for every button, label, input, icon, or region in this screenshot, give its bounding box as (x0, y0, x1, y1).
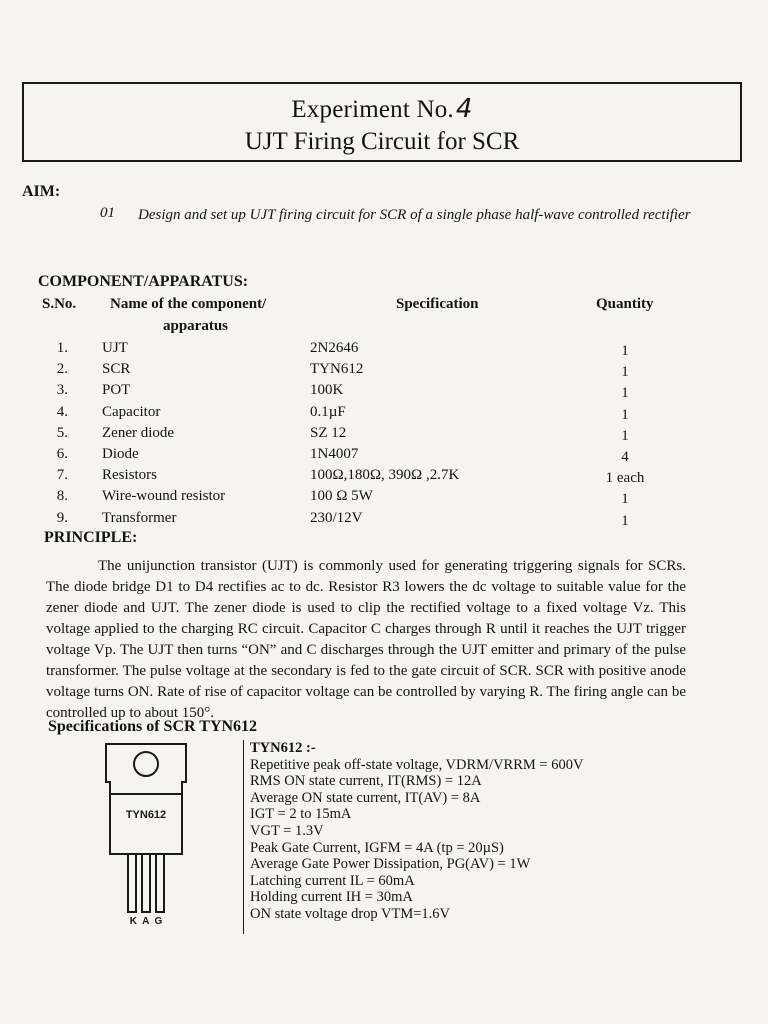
spec-list (250, 740, 583, 923)
row-qty: 1 (621, 343, 629, 359)
lead-g (156, 854, 164, 912)
spec-line-vtm: ON state voltage drop VTM=1.6V (250, 905, 451, 922)
lead-k (128, 854, 136, 912)
row-sno: 9. (56, 509, 68, 526)
package-body (110, 794, 182, 854)
row-sno: 7. (56, 467, 68, 484)
row-name: Zener diode (102, 424, 175, 441)
experiment-title: UJT Firing Circuit for SCR (244, 128, 520, 155)
row-sno: 5. (56, 424, 68, 441)
row-spec: TYN612 (310, 361, 364, 378)
row-spec: 100K (310, 382, 344, 399)
row-spec: SZ 12 (310, 424, 347, 441)
row-name: Transformer (102, 509, 177, 526)
mounting-hole (134, 752, 158, 776)
row-name: Wire-wound resistor (102, 488, 226, 505)
col-spec-header: Specification (396, 296, 479, 312)
title-box (22, 82, 742, 162)
row-qty: 1 (621, 364, 629, 381)
row-sno: 2. (56, 361, 68, 378)
row-spec: 0.1µF (310, 403, 346, 420)
principle-heading: PRINCIPLE: (44, 529, 138, 546)
spec-line-igt: IGT = 2 to 15mA (250, 806, 352, 823)
spec-line-pgav: Average Gate Power Dissipation, PG(AV) = 1W (250, 856, 531, 873)
row-name: Capacitor (102, 403, 161, 420)
row-spec: 1N4007 (310, 446, 359, 462)
spec-title: TYN612 :- (250, 740, 316, 756)
row-sno: 6. (56, 446, 68, 462)
row-qty: 1 (621, 491, 629, 508)
row-sno: 8. (56, 488, 68, 505)
principle-body: The unijunction transistor (UJT) is commonly used for generating triggering signals for SCRs. The diode bridge D1 to D4 rectifies ac to dc. Resistor R3 lowers the dc voltage to suitable value for the zener diode and UJT. The zener diode is used to clip the rectified voltage to a fixed voltage Vz. This voltage applied to the charging RC circuit. Capacitor C charges through R until it reaches the UJT trigger voltage Vp. The UJT then turns “ON” and C discharges through the UJT emitter and primary of the pulse transformer. The pulse voltage at the secondary is fed to the gate circuit of SCR. SCR with positive anode voltage turns ON. Rate of rise of capacitor voltage can be controlled by varying R. The firing angle can be controlled up to about 150°. (46, 558, 686, 721)
row-name: UJT (102, 340, 128, 356)
spec-line-ih: Holding current IH = 30mA (250, 889, 413, 906)
col-qty-header: Quantity (596, 296, 654, 312)
pin-labels: K A G (129, 916, 163, 927)
row-qty: 1 (621, 406, 629, 423)
aim-text: Design and set up UJT firing circuit for SCR of a single phase half-wave controlled rectifier (138, 207, 691, 223)
spec-line-it-rms: RMS ON state current, IT(RMS) = 12A (250, 773, 482, 790)
col-sno-header: S.No. (42, 296, 77, 312)
row-qty: 1 (621, 512, 629, 529)
spec-line-vgt: VGT = 1.3V (250, 822, 324, 839)
row-qty: 1 (621, 385, 629, 402)
row-name: Resistors (102, 467, 158, 484)
col-name-header-line1: Name of the component/ (110, 296, 267, 312)
row-name: POT (102, 382, 131, 399)
aim-number: 01 (100, 205, 115, 221)
experiment-number-line (24, 94, 740, 124)
spec-line-il: Latching current IL = 60mA (250, 872, 415, 889)
package-label: TYN612 (125, 809, 167, 821)
experiment-number: 4 (455, 94, 473, 124)
row-spec: 2N2646 (310, 340, 359, 356)
scr-package-drawing (100, 742, 192, 928)
row-spec: 230/12V (310, 509, 363, 526)
row-qty: 1 each (605, 470, 645, 487)
row-sno: 1. (56, 340, 68, 356)
col-name-header-line2: apparatus (163, 318, 229, 334)
lead-a (142, 854, 150, 912)
row-sno: 3. (56, 382, 68, 399)
aim-heading: AIM: (22, 183, 61, 200)
spec-heading: Specifications of SCR TYN612 (48, 718, 258, 735)
row-sno: 4. (56, 403, 68, 420)
spec-line-vdrm: Repetitive peak off-state voltage, VDRM/VRRM = 600V (250, 756, 584, 773)
row-qty: 4 (621, 449, 629, 465)
row-name: Diode (102, 446, 139, 462)
row-spec: 100 Ω 5W (310, 488, 373, 505)
row-name: SCR (102, 361, 131, 378)
spec-line-igfm: Peak Gate Current, IGFM = 4A (tp = 20µS) (250, 839, 504, 856)
divider-line (243, 740, 244, 934)
spec-line-it-av: Average ON state current, IT(AV) = 8A (250, 789, 481, 806)
experiment-label: Experiment No. (291, 96, 454, 123)
components-heading: COMPONENT/APPARATUS: (38, 273, 249, 290)
row-spec: 100Ω,180Ω, 390Ω ,2.7K (310, 467, 460, 484)
row-qty: 1 (621, 427, 629, 444)
principle-text (46, 556, 686, 724)
